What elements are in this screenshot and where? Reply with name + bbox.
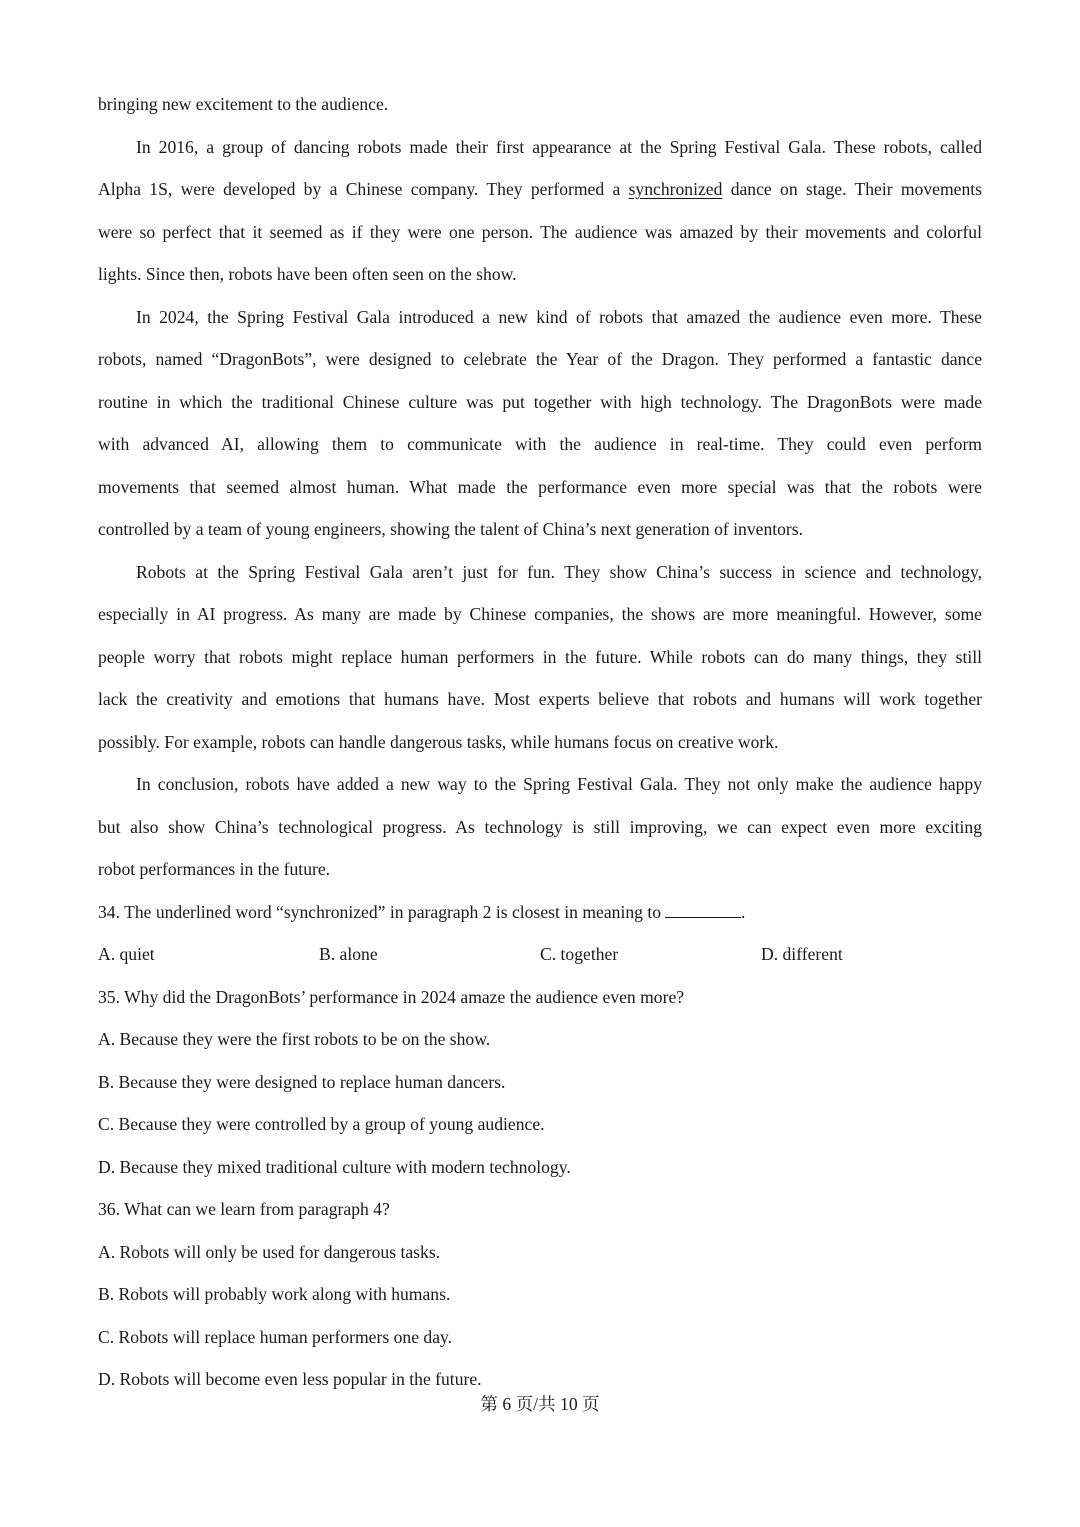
question-text: 34. The underlined word “synchronized” in paragraph 2 is closest in meaning to bbox=[98, 901, 662, 922]
paragraph-line: possibly. For example, robots can handle dangerous tasks, while humans focus on creative work. bbox=[98, 731, 779, 752]
paragraph-line: were so perfect that it seemed as if they were one person. The audience was amazed by their movements and colorful bbox=[98, 221, 982, 242]
paragraph-line: robots, named “DragonBots”, were designed to celebrate the Year of the Dragon. They performed a fantastic dance bbox=[98, 349, 982, 369]
option-c: C. Robots will replace human performers one day. bbox=[98, 1326, 453, 1347]
paragraph-5 bbox=[98, 763, 982, 891]
question-34 bbox=[98, 891, 982, 976]
option-d: D. Robots will become even less popular in the future. bbox=[98, 1369, 482, 1389]
answer-blank bbox=[665, 903, 741, 918]
question-period: . bbox=[741, 901, 746, 922]
paragraph-2 bbox=[98, 126, 982, 296]
option-d: D. Because they mixed traditional culture with modern technology. bbox=[98, 1156, 571, 1177]
option-b: B. Robots will probably work along with humans. bbox=[98, 1284, 451, 1304]
paragraph-line: but also show China’s technological progress. As technology is still improving, we can expect even more exciting bbox=[98, 816, 982, 837]
paragraph-3 bbox=[98, 296, 982, 551]
option-d: D. different bbox=[761, 944, 843, 964]
option-a: A. Robots will only be used for dangerous tasks. bbox=[98, 1241, 441, 1262]
paragraph-line: especially in AI progress. As many are made by Chinese companies, the shows are more meaningful. However, some bbox=[98, 604, 982, 624]
text-span: Alpha 1S, were developed by a Chinese company. They performed a bbox=[98, 179, 629, 199]
paragraph-line: controlled by a team of young engineers, showing the talent of China’s next generation of inventors. bbox=[98, 519, 804, 539]
paragraph-line: Robots at the Spring Festival Gala aren’t just for fun. They show China’s success in science and technology, bbox=[136, 561, 982, 582]
question-stem: 35. Why did the DragonBots’ performance in 2024 amaze the audience even more? bbox=[98, 986, 685, 1007]
option-c: C. Because they were controlled by a group of young audience. bbox=[98, 1114, 545, 1134]
paragraph-line: In 2016, a group of dancing robots made their first appearance at the Spring Festival Gala. These robots, called bbox=[136, 136, 982, 157]
question-stem bbox=[98, 891, 982, 934]
text-span: dance on stage. Their movements bbox=[722, 179, 982, 199]
passage-and-questions bbox=[98, 83, 982, 1401]
question-options bbox=[98, 933, 982, 976]
paragraph-1-tail: bringing new excitement to the audience. bbox=[98, 94, 389, 114]
question-36 bbox=[98, 1188, 982, 1401]
underlined-word: synchronized bbox=[628, 179, 723, 199]
option-b: B. alone bbox=[319, 944, 378, 964]
paragraph-line: robot performances in the future. bbox=[98, 859, 331, 879]
question-35 bbox=[98, 976, 982, 1189]
paragraph-line: In 2024, the Spring Festival Gala introduced a new kind of robots that amazed the audience even more. These bbox=[136, 306, 982, 327]
paragraph-line: with advanced AI, allowing them to communicate with the audience in real-time. They could even perform bbox=[98, 434, 982, 454]
paragraph-line: lack the creativity and emotions that humans have. Most experts believe that robots and humans will work together bbox=[98, 689, 982, 709]
paragraph-line: routine in which the traditional Chinese culture was put together with high technology. The DragonBots were made bbox=[98, 391, 982, 412]
paragraph-line: people worry that robots might replace human performers in the future. While robots can do many things, they still bbox=[98, 646, 982, 667]
paragraph-line: lights. Since then, robots have been often seen on the show. bbox=[98, 264, 517, 284]
paragraph-line: movements that seemed almost human. What made the performance even more special was that the robots were bbox=[98, 476, 982, 497]
paragraph-4 bbox=[98, 551, 982, 764]
option-b: B. Because they were designed to replace human dancers. bbox=[98, 1071, 506, 1092]
option-c: C. together bbox=[540, 944, 619, 964]
question-stem: 36. What can we learn from paragraph 4? bbox=[98, 1199, 390, 1219]
paragraph-line: In conclusion, robots have added a new way to the Spring Festival Gala. They not only make the audience happy bbox=[136, 774, 982, 794]
page-footer: 第 6 页/共 10 页 bbox=[480, 1394, 600, 1414]
paragraph-line bbox=[98, 168, 982, 211]
option-a: A. quiet bbox=[98, 944, 155, 964]
option-a: A. Because they were the first robots to be on the show. bbox=[98, 1029, 491, 1049]
